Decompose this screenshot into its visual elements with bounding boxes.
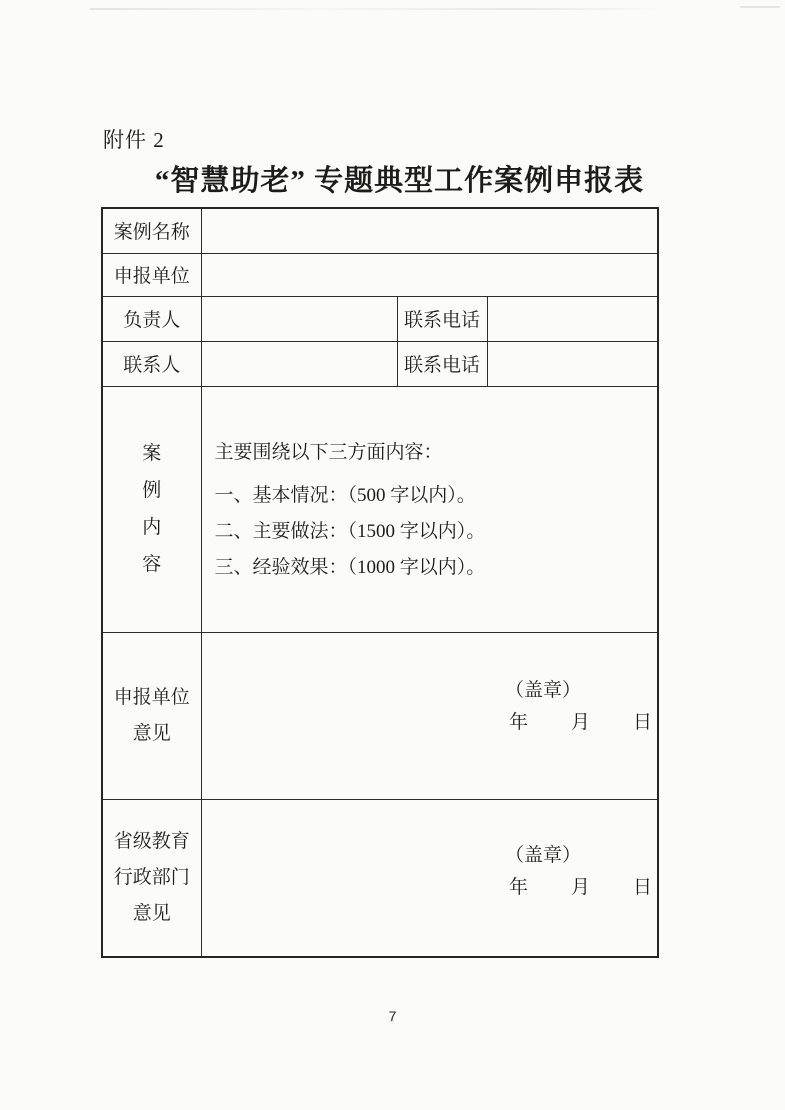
case-name-label: 案例名称 xyxy=(102,208,201,253)
provincial-opinion-label-line: 省级教育 xyxy=(113,830,190,852)
leader-phone-value-cell xyxy=(487,296,658,341)
case-content-cell xyxy=(201,386,658,632)
provincial-opinion-label-line: 意见 xyxy=(132,902,171,924)
unit-opinion-seal: （盖章） xyxy=(504,679,581,701)
date-year: 年 xyxy=(508,711,528,733)
provincial-opinion-seal: （盖章） xyxy=(504,844,581,866)
attachment-label: 附件 2 xyxy=(103,128,165,152)
scan-artifact xyxy=(740,6,780,8)
case-content-label xyxy=(102,386,201,632)
contact-phone-value-cell xyxy=(487,341,658,386)
row-leader xyxy=(102,296,658,341)
case-content-label-char: 容 xyxy=(142,554,162,575)
case-content-item-2: 二、主要做法：（1500 字以内）。 xyxy=(214,520,486,542)
row-applicant-unit xyxy=(102,253,658,296)
applicant-unit-value-cell xyxy=(201,253,658,296)
leader-phone-label: 联系电话 xyxy=(397,296,487,341)
provincial-opinion-label xyxy=(102,799,201,957)
date-day: 日 xyxy=(632,876,652,898)
case-content-label-char: 内 xyxy=(142,517,162,538)
provincial-opinion-date xyxy=(509,878,657,898)
page-number: 7 xyxy=(388,1008,397,1024)
date-month: 月 xyxy=(570,876,590,898)
scan-artifact xyxy=(90,8,670,10)
row-contact xyxy=(102,341,658,386)
provincial-opinion-cell xyxy=(201,799,658,957)
case-content-label-char: 案 xyxy=(142,443,162,464)
provincial-opinion-label-line: 行政部门 xyxy=(113,866,190,888)
case-content-item-3: 三、经验效果：（1000 字以内）。 xyxy=(214,556,486,578)
date-month: 月 xyxy=(570,711,590,733)
document-title: “智慧助老” 专题典型工作案例申报表 xyxy=(154,165,645,197)
contact-phone-label: 联系电话 xyxy=(397,341,487,386)
case-name-value-cell xyxy=(201,208,658,253)
date-day: 日 xyxy=(632,711,652,733)
case-content-label-char: 例 xyxy=(142,480,162,501)
case-content-intro: 主要围绕以下三方面内容： xyxy=(214,441,443,463)
contact-label: 联系人 xyxy=(102,341,201,386)
unit-opinion-label xyxy=(102,632,201,799)
unit-opinion-date xyxy=(509,713,657,733)
row-case-content xyxy=(102,386,658,632)
contact-value-cell xyxy=(201,341,397,386)
applicant-unit-label: 申报单位 xyxy=(102,253,201,296)
unit-opinion-label-line: 申报单位 xyxy=(113,686,190,708)
date-year: 年 xyxy=(508,876,528,898)
case-content-item-1: 一、基本情况：（500 字以内）。 xyxy=(214,484,476,506)
unit-opinion-cell xyxy=(201,632,658,799)
application-form-table xyxy=(101,207,659,958)
leader-label: 负责人 xyxy=(102,296,201,341)
unit-opinion-label-line: 意见 xyxy=(132,722,171,744)
row-unit-opinion xyxy=(102,632,658,799)
leader-value-cell xyxy=(201,296,397,341)
row-provincial-opinion xyxy=(102,799,658,957)
row-case-name xyxy=(102,208,658,253)
